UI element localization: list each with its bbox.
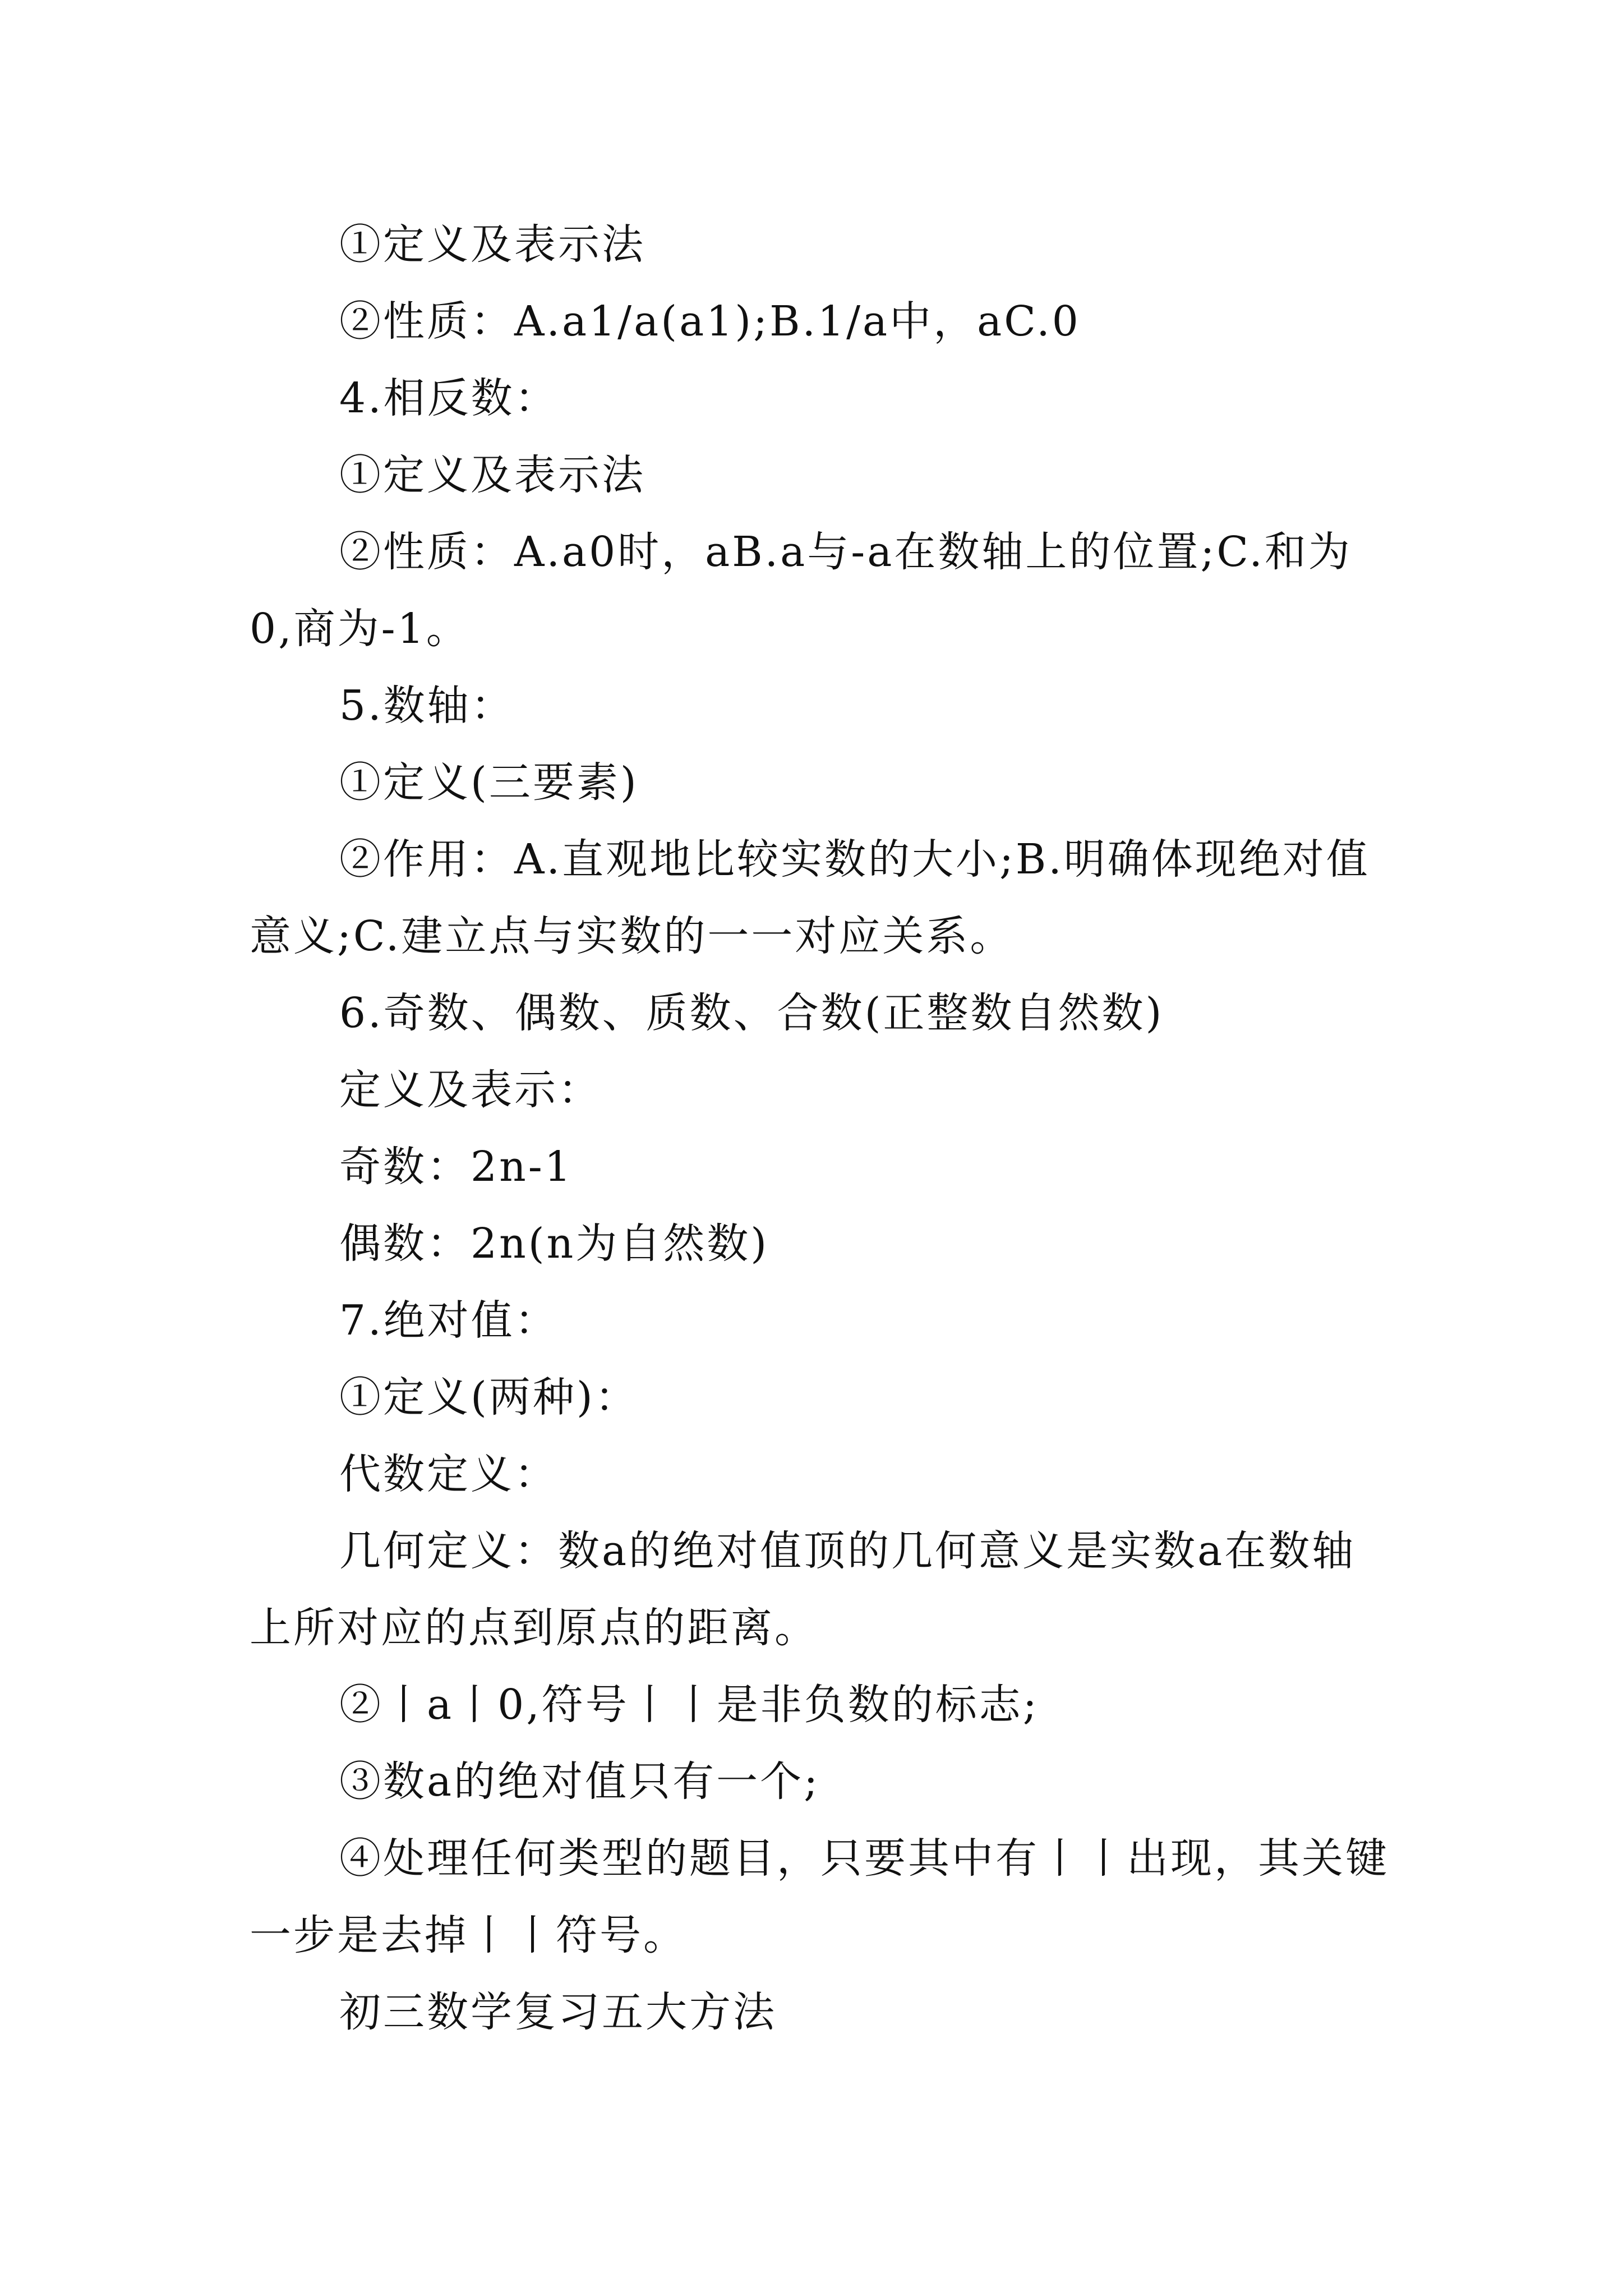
paragraph-number-line-usage: ②作用：A.直观地比较实数的大小;B.明确体现绝对值意义;C.建立点与实数的一一对应关系。 xyxy=(250,835,1370,960)
paragraph-definition-notation: 定义及表示： xyxy=(339,1066,602,1114)
paragraph-reciprocal-definition: ①定义及表示法 xyxy=(339,220,645,269)
paragraph-geometric-definition: 几何定义：数a的绝对值顶的几何意义是实数a在数轴上所对应的点到原点的距离。 xyxy=(250,1527,1356,1652)
heading-absolute-value: 7.绝对值： xyxy=(339,1296,559,1345)
paragraph-opposite-definition: ①定义及表示法 xyxy=(339,451,645,499)
paragraph-even-number: 偶数：2n(n为自然数) xyxy=(339,1220,769,1268)
paragraph-opposite-properties: ②性质：A.a0时，aB.a与-a在数轴上的位置;C.和为0,商为-1。 xyxy=(250,528,1352,653)
heading-odd-even-prime-composite: 6.奇数、偶数、质数、合数(正整数自然数) xyxy=(339,989,1164,1037)
document-body xyxy=(250,206,1391,2051)
paragraph-absolute-definition-types: ①定义(两种)： xyxy=(339,1373,639,1421)
heading-number-line: 5.数轴： xyxy=(339,682,515,730)
heading-opposite-numbers: 4.相反数： xyxy=(339,374,559,422)
paragraph-algebraic-definition: 代数定义： xyxy=(339,1450,558,1498)
paragraph-absolute-unique: ③数a的绝对值只有一个; xyxy=(339,1757,820,1806)
paragraph-reciprocal-properties: ②性质：A.a1/a(a1);B.1/a中，aC.0 xyxy=(339,297,1081,346)
paragraph-absolute-key-step: ④处理任何类型的题目，只要其中有丨丨出现，其关键一步是去掉丨丨符号。 xyxy=(250,1834,1389,1959)
heading-review-methods: 初三数学复习五大方法 xyxy=(339,1988,777,2036)
paragraph-odd-number: 奇数：2n-1 xyxy=(339,1143,573,1191)
paragraph-number-line-definition: ①定义(三要素) xyxy=(339,758,639,807)
paragraph-absolute-nonnegative: ②丨a丨0,符号丨丨是非负数的标志; xyxy=(339,1681,1039,1729)
